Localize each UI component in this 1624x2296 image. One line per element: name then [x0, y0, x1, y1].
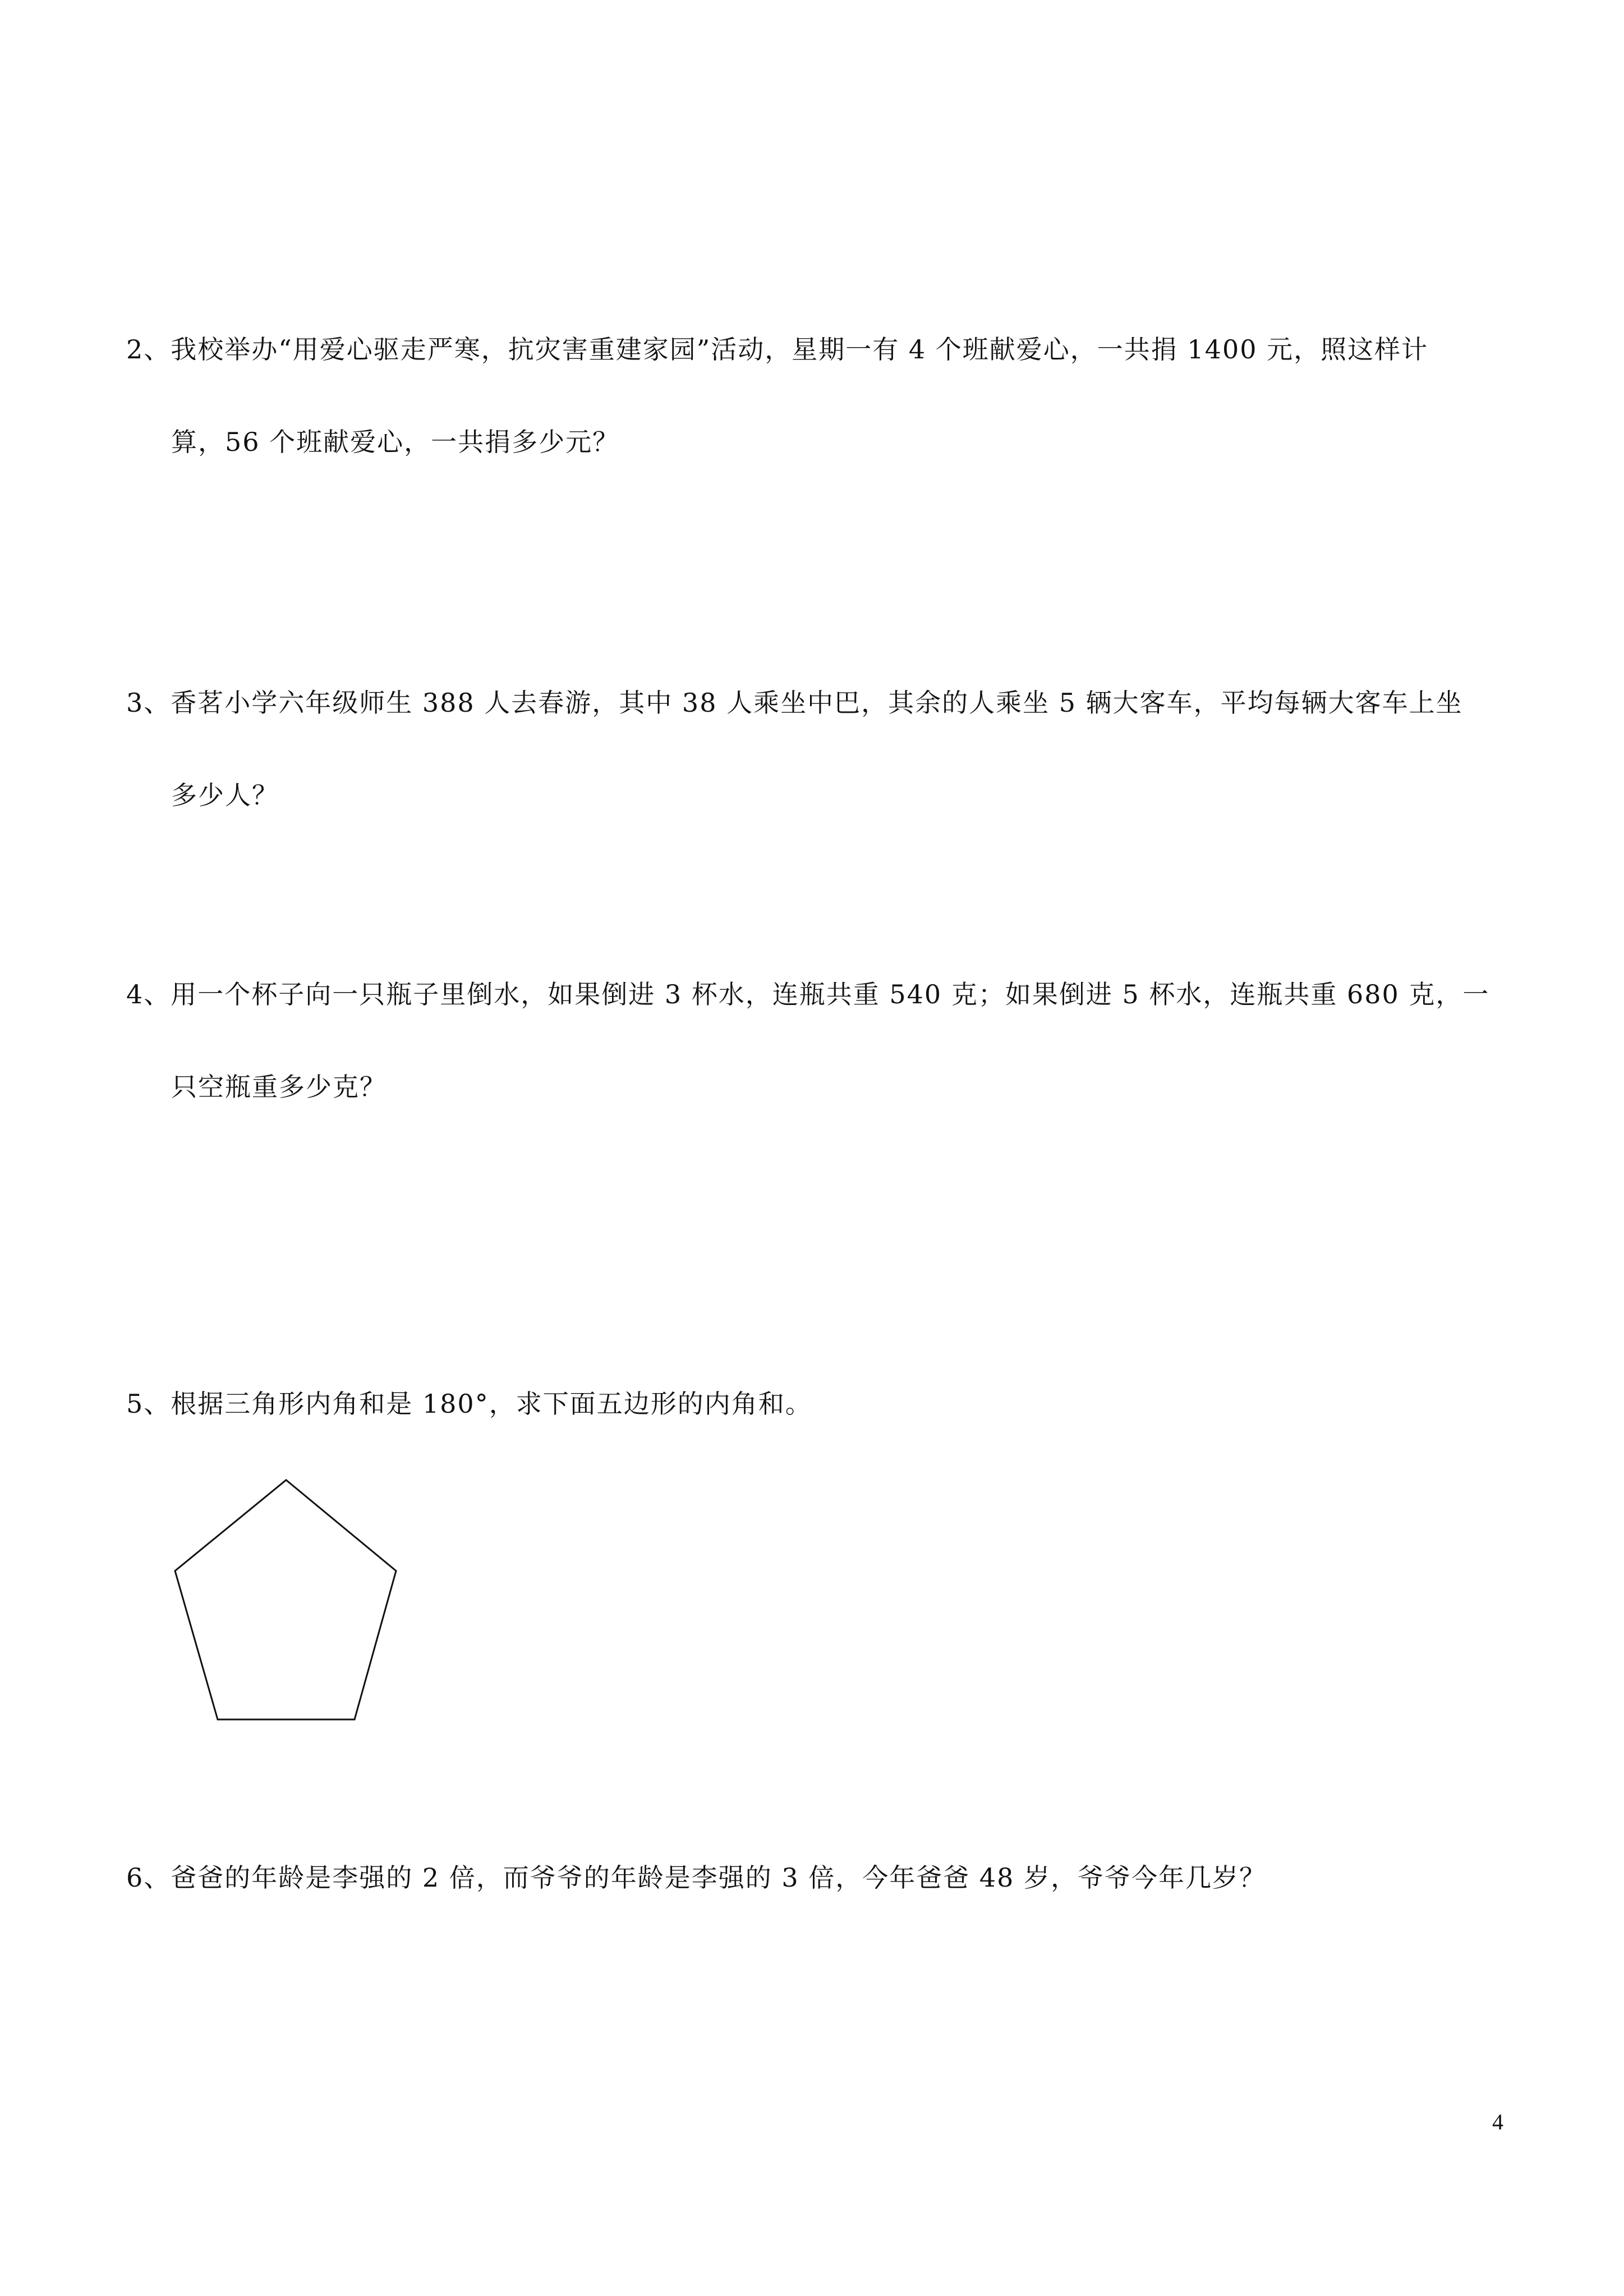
pentagon-outline	[175, 1480, 396, 1719]
problem-text: 3、香茗小学六年级师生 388 人去春游，其中 38 人乘坐中巴，其余的人乘坐 5 辆大客车，平均每辆大客车上坐	[126, 688, 1463, 718]
pentagon-icon	[168, 1478, 404, 1725]
problem-text-continued: 只空瓶重多少克？	[171, 1072, 387, 1102]
problem-text: 2、我校举办“用爱心驱走严寒，抗灾害重建家园”活动，星期一有 4 个班献爱心，一共捐 1400 元，照这样计	[126, 334, 1429, 365]
problem-text: 6、爸爸的年龄是李强的 2 倍，而爷爷的年龄是李强的 3 倍，今年爸爸 48 岁，爷爷今年几岁？	[126, 1862, 1267, 1893]
problem-text: 4、用一个杯子向一只瓶子里倒水，如果倒进 3 杯水，连瓶共重 540 克；如果倒进 5 杯水，连瓶共重 680 克，一	[126, 979, 1490, 1009]
page-number: 4	[1492, 2109, 1503, 2134]
problem-text: 5、根据三角形内角和是 180°，求下面五边形的内角和。	[126, 1389, 812, 1419]
problem-text-continued: 多少人？	[171, 780, 279, 810]
problem-text-continued: 算，56 个班献爱心，一共捐多少元？	[171, 427, 620, 457]
